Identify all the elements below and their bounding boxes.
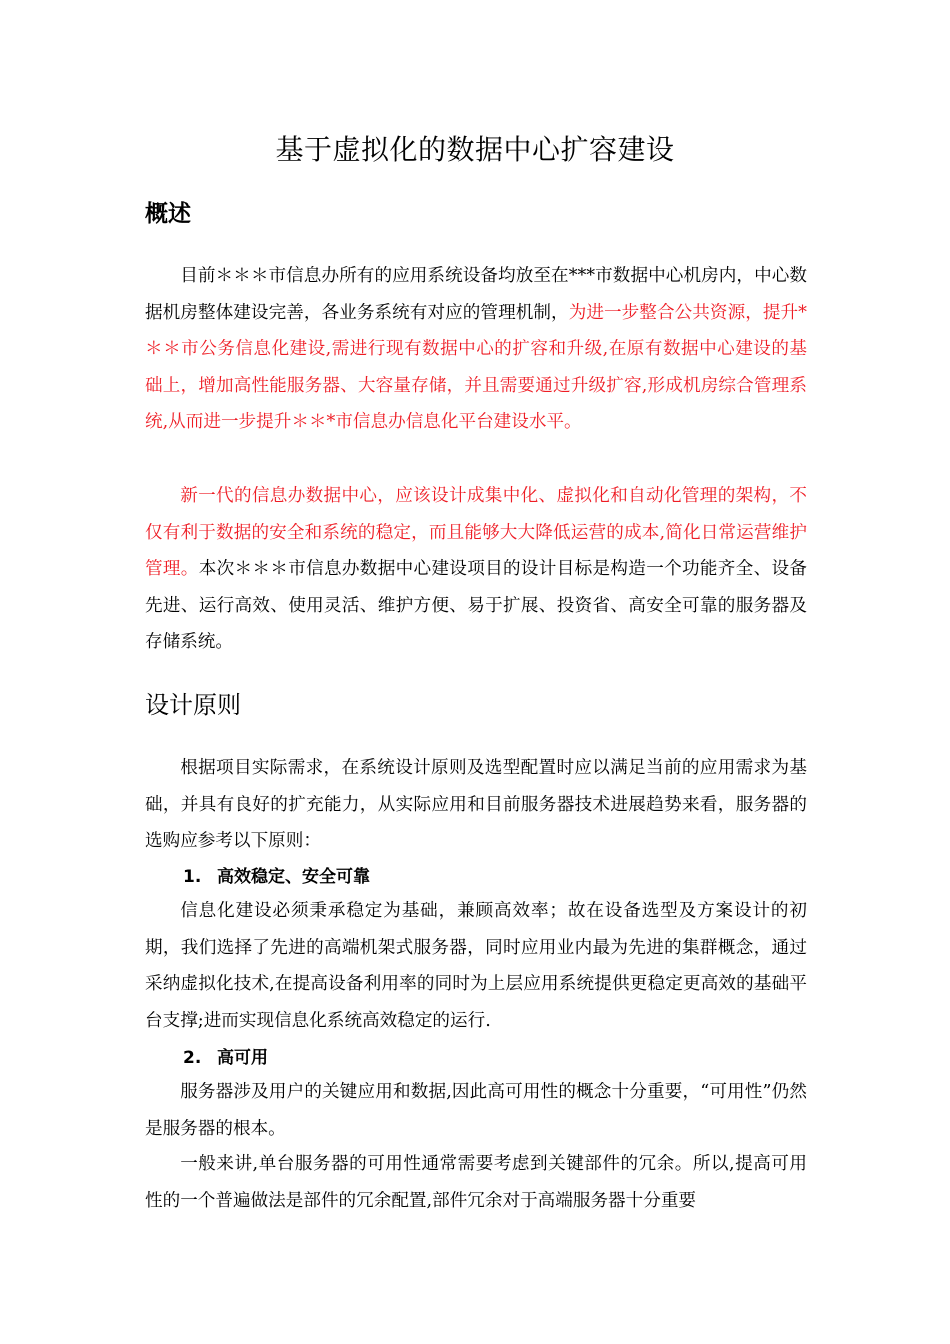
overview-paragraph-1: [145, 258, 807, 441]
overview-paragraph-1-highlight: 为进一步整合公共资源，提升*＊＊市公务信息化建设,需进行现有数据中心的扩容和升级,在原有数据中心建设的基础上，增加高性能服务器、大容量存储，并且需要通过升级扩容,形成机房综合管理系统,从而进一步提升＊＊*市信息办信息化平台建设水平。: [145, 302, 807, 432]
overview-paragraph-1-text: 目前＊＊＊市信息办所有的应用系统设备均放至在***市数据中心机房内，中心数据机房整体建设完善，各业务系统有对应的管理机制，: [145, 266, 807, 323]
design-principles-heading: 设计原则: [145, 691, 241, 719]
principle-item-1-paragraph: 信息化建设必须秉承稳定为基础，兼顾高效率；故在设备选型及方案设计的初期，我们选择了先进的高端机架式服务器，同时应用业内最为先进的集群概念，通过采纳虚拟化技术,在提高设备利用率的同时为上层应用系统提供更稳定更高效的基础平台支撑;进而实现信息化系统高效稳定的运行.: [145, 901, 807, 1031]
principle-item-2-paragraph-1: 服务器涉及用户的关键应用和数据,因此高可用性的概念十分重要，“可用性”仍然是服务器的根本。: [145, 1082, 807, 1139]
principle-item-2-title: 高可用: [217, 1048, 268, 1068]
principle-item-1-number: 1.: [183, 867, 202, 887]
principle-item-1: [183, 862, 370, 892]
document-title: 基于虚拟化的数据中心扩容建设: [275, 133, 675, 166]
principle-item-2-paragraph-2: 一般来讲,单台服务器的可用性通常需要考虑到关键部件的冗余。所以,提高可用性的一个普遍做法是部件的冗余配置,部件冗余对于高端服务器十分重要: [145, 1154, 807, 1211]
principle-item-2-number: 2.: [183, 1048, 202, 1068]
overview-heading: 概述: [145, 201, 191, 227]
overview-paragraph-2: [145, 478, 807, 661]
overview-paragraph-2-highlight: 新一代的信息办数据中心，应该设计成集中化、虚拟化和自动化管理的架构，不仅有利于数据的安全和系统的稳定，而且能够大大降低运营的成本,简化日常运营维护管理。: [145, 486, 807, 579]
principle-item-1-title: 高效稳定、安全可靠: [217, 867, 370, 887]
design-intro-paragraph: 根据项目实际需求，在系统设计原则及选型配置时应以满足当前的应用需求为基础，并具有良好的扩充能力，从实际应用和目前服务器技术进展趋势来看，服务器的选购应参考以下原则：: [145, 758, 807, 851]
principle-item-2: [183, 1043, 268, 1073]
overview-paragraph-2-text: 本次＊＊＊市信息办数据中心建设项目的设计目标是构造一个功能齐全、设备先进、运行高效、使用灵活、维护方便、易于扩展、投资省、高安全可靠的服务器及存储系统。: [145, 559, 807, 652]
